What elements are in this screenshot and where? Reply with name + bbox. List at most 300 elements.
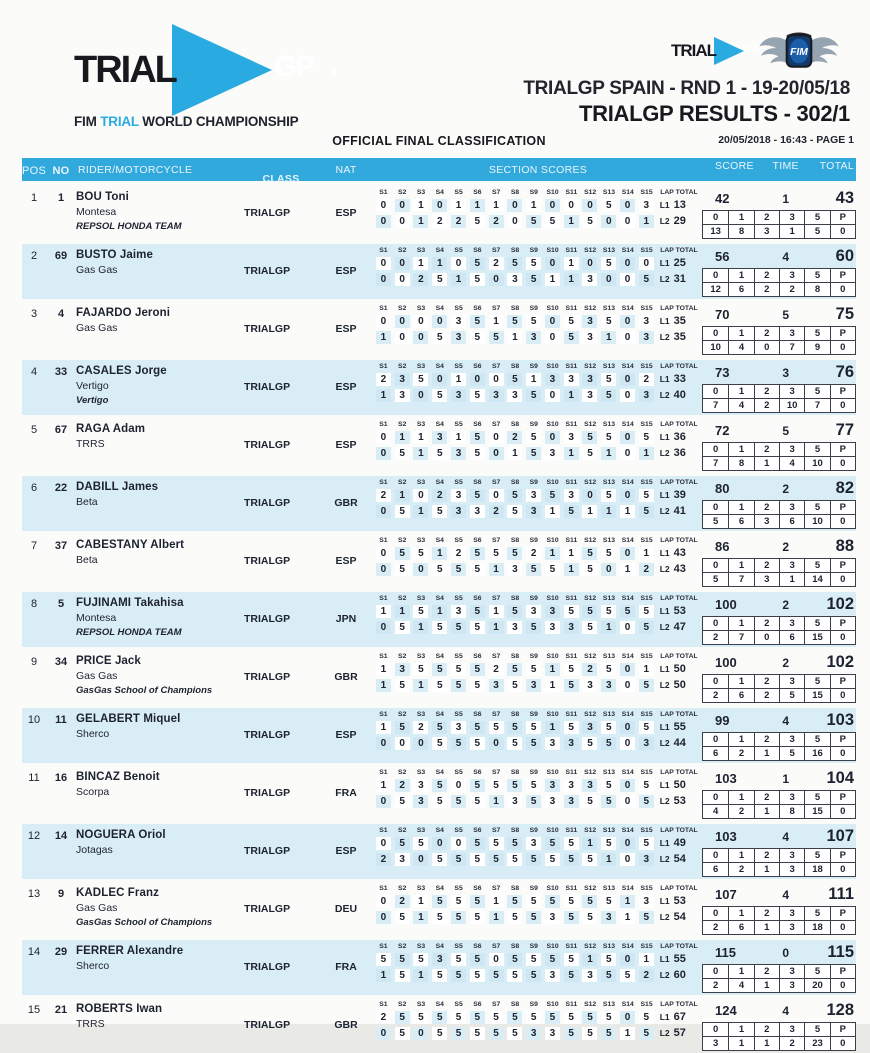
lap-score: 35: [673, 331, 686, 344]
section-header: S5: [454, 943, 463, 950]
lap-total-header: LAP TOTAL: [660, 1001, 698, 1008]
section-header: S7: [492, 885, 501, 892]
section-scores: [374, 943, 702, 995]
section-score: 1: [376, 605, 391, 619]
section-score: 0: [620, 795, 635, 809]
section-score: 5: [582, 1027, 597, 1041]
nationality: ESP: [335, 265, 357, 277]
svg-text:FIM: FIM: [790, 47, 808, 59]
section-score: 5: [470, 547, 485, 561]
penalty-count: 10: [779, 398, 804, 412]
section-score: 5: [601, 199, 616, 213]
section-header: S14: [621, 247, 634, 254]
section-score: 5: [432, 621, 447, 635]
section-header: S1: [379, 653, 388, 660]
penalty-count: 1: [754, 1036, 779, 1050]
section-header: S13: [602, 247, 615, 254]
section-scores: [374, 769, 702, 821]
lap-total: [656, 447, 702, 461]
lap-label: L1: [659, 548, 670, 559]
section-score: 5: [601, 489, 616, 503]
section-header: S12: [584, 479, 597, 486]
section-header-row: [374, 943, 702, 950]
section-score: 5: [470, 447, 485, 461]
section-header: S8: [510, 1001, 520, 1008]
section-header: S9: [529, 943, 538, 950]
score-summary: [702, 247, 856, 299]
section-score: 0: [620, 431, 635, 445]
penalty-header: 1: [728, 211, 753, 224]
motorcycle: Beta: [76, 496, 98, 508]
score-line: [702, 421, 856, 440]
section-header: S8: [510, 885, 520, 892]
section-header: S6: [473, 943, 482, 950]
section-header: S8: [510, 247, 520, 254]
penalty-table: [702, 268, 856, 297]
section-score: 3: [526, 1027, 541, 1041]
section-header: S3: [416, 885, 426, 892]
section-header: S12: [584, 421, 597, 428]
section-score: 5: [545, 489, 560, 503]
section-score: 1: [582, 505, 597, 519]
section-scores: [374, 305, 702, 357]
section-header: S14: [621, 363, 634, 370]
lap-total: [656, 969, 702, 983]
penalty-header: 0: [713, 734, 719, 745]
section-score: 5: [601, 373, 616, 387]
total-value: 103: [826, 711, 854, 729]
section-score: 3: [564, 779, 579, 793]
motorcycle: TRRS: [76, 438, 105, 450]
position: 6: [30, 482, 38, 494]
section-score: 0: [376, 795, 391, 809]
class: TRIALGP: [244, 439, 291, 451]
section-score: 3: [545, 969, 560, 983]
section-score: 0: [432, 315, 447, 329]
score-value: 70: [715, 307, 730, 322]
score-value: 124: [715, 1003, 737, 1018]
lap1-scores: [374, 953, 702, 967]
rider-info: [76, 885, 238, 937]
section-score: 5: [507, 679, 522, 693]
section-header: S9: [529, 247, 538, 254]
class: TRIALGP: [244, 381, 291, 393]
section-header: S15: [640, 305, 653, 312]
penalty-count: 1: [779, 224, 804, 238]
penalty-header: P: [830, 269, 855, 282]
section-header: S8: [510, 827, 520, 834]
section-header: S5: [454, 653, 463, 660]
position: 9: [30, 656, 38, 668]
rider-number: 29: [54, 946, 68, 958]
penalty-count: 0: [830, 688, 855, 702]
section-score: 5: [582, 1011, 597, 1025]
section-score: 1: [564, 389, 579, 403]
lap-total: [656, 273, 702, 287]
section-header: S5: [454, 189, 463, 196]
section-header: S7: [492, 363, 501, 370]
motorcycle: Sherco: [76, 728, 110, 740]
section-score: 3: [489, 679, 504, 693]
penalty-header: 3: [779, 443, 804, 456]
rider-info: [76, 595, 238, 647]
section-score: 0: [489, 447, 504, 461]
section-header: S2: [398, 595, 407, 602]
section-header: S9: [529, 711, 538, 718]
section-header: S3: [416, 305, 426, 312]
section-header: S3: [416, 769, 426, 776]
section-header: S10: [546, 479, 559, 486]
penalty-table: [702, 442, 856, 471]
section-score: 1: [432, 547, 447, 561]
penalty-count: 0: [830, 630, 855, 644]
penalty-count: 20: [804, 978, 829, 992]
section-score: 5: [470, 431, 485, 445]
section-header: S7: [492, 653, 501, 660]
section-score: 5: [507, 257, 522, 271]
section-score: 5: [601, 389, 616, 403]
section-score: 0: [376, 563, 391, 577]
penalty-header: 1: [728, 733, 753, 746]
section-score: 5: [526, 389, 541, 403]
section-score: 3: [545, 1027, 560, 1041]
section-scores: [374, 247, 702, 299]
rider-name: DABILL James: [76, 481, 159, 493]
section-score: 5: [601, 605, 616, 619]
section-score: 1: [507, 447, 522, 461]
section-score: 5: [413, 663, 428, 677]
penalty-count: 5: [703, 572, 728, 586]
rider-number: 1: [57, 192, 65, 204]
lap-score: 49: [673, 837, 686, 850]
penalty-count: 2: [703, 920, 728, 934]
rider-info: [76, 305, 238, 357]
total-value: 115: [827, 943, 854, 961]
nationality: ESP: [335, 381, 357, 393]
penalty-table: [702, 790, 856, 819]
section-score: 5: [545, 895, 560, 909]
section-score: 5: [526, 257, 541, 271]
section-score: 5: [395, 563, 410, 577]
lap-score: 31: [673, 273, 686, 286]
penalty-header: 0: [713, 792, 719, 803]
section-header: S4: [435, 305, 444, 312]
section-score: 0: [376, 257, 391, 271]
section-header: S13: [602, 595, 615, 602]
section-score: 1: [451, 373, 466, 387]
lap-score: 60: [673, 969, 686, 982]
section-header: S6: [473, 885, 482, 892]
section-score: 0: [620, 853, 635, 867]
section-header: S14: [621, 537, 634, 544]
section-score: 3: [564, 373, 579, 387]
section-header-row: [374, 769, 702, 776]
section-score: 3: [639, 315, 654, 329]
section-score: 1: [413, 257, 428, 271]
section-header: S10: [546, 363, 559, 370]
section-score: 5: [432, 895, 447, 909]
penalty-table: [702, 1022, 856, 1051]
section-header: S15: [640, 247, 653, 254]
lap-total: [656, 315, 702, 329]
section-header: S13: [602, 711, 615, 718]
time-value: 5: [782, 424, 790, 438]
penalty-count: 0: [830, 340, 855, 354]
penalty-count: 6: [703, 746, 728, 760]
section-score: 5: [489, 779, 504, 793]
section-score: 5: [526, 953, 541, 967]
lap-total: [656, 663, 702, 677]
section-header: S15: [640, 595, 653, 602]
section-score: 0: [376, 547, 391, 561]
penalty-header: 2: [754, 907, 779, 920]
section-score: 5: [564, 721, 579, 735]
penalty-header: 0: [713, 502, 719, 513]
lap1-scores: [374, 1011, 702, 1025]
rider-name: RAGA Adam: [76, 423, 146, 435]
section-score: 5: [526, 447, 541, 461]
section-score: 5: [470, 721, 485, 735]
section-score: 0: [376, 431, 391, 445]
section-header: S11: [565, 827, 578, 834]
penalty-count: 18: [804, 862, 829, 876]
score-value: 103: [715, 829, 737, 844]
section-score: 1: [639, 447, 654, 461]
section-score: 3: [545, 795, 560, 809]
section-score: 5: [620, 605, 635, 619]
section-score: 2: [489, 215, 504, 229]
score-value: 100: [715, 597, 737, 612]
section-score: 1: [601, 505, 616, 519]
section-score: 1: [413, 679, 428, 693]
section-score: 2: [639, 373, 654, 387]
section-score: 5: [582, 911, 597, 925]
penalty-header: 3: [779, 385, 804, 398]
section-score: 2: [526, 547, 541, 561]
section-score: 0: [413, 1027, 428, 1041]
motorcycle: Sherco: [76, 960, 110, 972]
section-scores: [374, 1001, 702, 1053]
class: TRIALGP: [244, 845, 291, 857]
rider-number: 67: [54, 424, 68, 436]
section-score: 5: [526, 621, 541, 635]
section-header: S1: [379, 595, 388, 602]
section-score: 3: [507, 389, 522, 403]
section-score: 1: [413, 447, 428, 461]
section-header: S1: [379, 421, 388, 428]
section-score: 5: [582, 853, 597, 867]
section-score: 5: [601, 969, 616, 983]
section-header: S8: [510, 421, 520, 428]
section-score: 5: [507, 853, 522, 867]
event-header: [523, 24, 856, 134]
section-header: S12: [584, 943, 597, 950]
section-header: S10: [546, 827, 559, 834]
lap-total-header: LAP TOTAL: [660, 653, 698, 660]
section-scores: [374, 653, 702, 705]
nationality: ESP: [335, 729, 357, 741]
section-header: S2: [398, 479, 407, 486]
section-score: 5: [507, 315, 522, 329]
col-no: NO: [52, 165, 70, 177]
section-header: S15: [640, 537, 653, 544]
section-score: 1: [639, 953, 654, 967]
nationality: JPN: [335, 613, 357, 625]
total-value: 76: [835, 363, 854, 381]
section-score: 5: [489, 969, 504, 983]
total-value: 104: [826, 769, 854, 787]
section-header: S13: [602, 421, 615, 428]
section-score: 1: [395, 489, 410, 503]
penalty-count: 1: [754, 978, 779, 992]
section-header: S4: [435, 595, 444, 602]
penalty-header: 0: [713, 212, 719, 223]
penalty-count: 2: [728, 804, 753, 818]
section-score: 3: [395, 389, 410, 403]
section-score: 3: [489, 389, 504, 403]
penalty-header: 0: [713, 444, 719, 455]
section-score: 5: [564, 911, 579, 925]
time-value: 1: [782, 192, 790, 206]
section-score: 0: [489, 431, 504, 445]
penalty-header: P: [830, 617, 855, 630]
section-header: S12: [584, 189, 597, 196]
col-nat: NAT: [335, 163, 357, 176]
tagline-trial: TRIAL: [100, 114, 139, 129]
section-score: 5: [507, 969, 522, 983]
class: TRIALGP: [244, 207, 291, 219]
motorcycle: Scorpa: [76, 786, 110, 798]
lap-total: [656, 215, 702, 229]
section-header: S15: [640, 769, 653, 776]
penalty-count: 2: [779, 282, 804, 296]
section-header: S15: [640, 1001, 653, 1008]
section-score: 5: [432, 447, 447, 461]
section-score: 1: [620, 505, 635, 519]
section-score: 5: [451, 969, 466, 983]
section-header: S2: [398, 363, 407, 370]
rider-number: 69: [54, 250, 68, 262]
section-score: 5: [639, 721, 654, 735]
lap-score: 13: [673, 199, 686, 212]
lap-score: 54: [673, 853, 686, 866]
section-header: S4: [435, 189, 444, 196]
score-summary: [702, 827, 856, 879]
section-score: 5: [620, 969, 635, 983]
score-value: 72: [715, 423, 730, 438]
section-score: 5: [395, 547, 410, 561]
section-score: 5: [395, 447, 410, 461]
section-score: 3: [639, 331, 654, 345]
section-score: 1: [620, 563, 635, 577]
section-score: 3: [639, 853, 654, 867]
section-score: 5: [526, 273, 541, 287]
penalty-count: 2: [703, 688, 728, 702]
penalty-count: 6: [728, 514, 753, 528]
lap2-scores: [374, 621, 702, 635]
section-score: 1: [451, 199, 466, 213]
section-score: 5: [582, 563, 597, 577]
section-header: S2: [398, 711, 407, 718]
penalty-count: 2: [703, 630, 728, 644]
position: 5: [30, 424, 38, 436]
section-score: 5: [526, 795, 541, 809]
section-score: 5: [582, 431, 597, 445]
section-header: S15: [640, 189, 653, 196]
penalty-header: 2: [754, 849, 779, 862]
section-score: 0: [620, 331, 635, 345]
section-score: 0: [620, 953, 635, 967]
lap-total-header: LAP TOTAL: [660, 769, 698, 776]
rider-name: GELABERT Miquel: [76, 713, 181, 725]
penalty-table: [702, 674, 856, 703]
section-header: S12: [584, 711, 597, 718]
section-score: 5: [507, 737, 522, 751]
section-header: S2: [398, 769, 407, 776]
penalty-count: 0: [830, 804, 855, 818]
penalty-count: 6: [703, 862, 728, 876]
lap-total: [656, 1011, 702, 1025]
rider-info: [76, 711, 238, 763]
lap-total: [656, 679, 702, 693]
section-score: 3: [545, 911, 560, 925]
penalty-count: 6: [728, 920, 753, 934]
lap-score: 36: [673, 431, 686, 444]
section-score: 0: [451, 779, 466, 793]
penalty-count: 2: [779, 1036, 804, 1050]
section-score: 0: [620, 663, 635, 677]
section-score: 5: [507, 547, 522, 561]
section-score: 5: [413, 837, 428, 851]
section-header: S6: [473, 653, 482, 660]
time-value: 4: [782, 250, 790, 264]
section-header: S14: [621, 595, 634, 602]
section-score: 0: [376, 447, 391, 461]
section-header: S8: [510, 711, 520, 718]
lap-total: [656, 837, 702, 851]
section-score: 1: [489, 315, 504, 329]
section-score: 3: [526, 505, 541, 519]
section-score: 5: [451, 1027, 466, 1041]
section-score: 3: [564, 621, 579, 635]
section-header: S11: [565, 189, 578, 196]
lap-label: L2: [659, 796, 670, 807]
section-header: S6: [473, 1001, 482, 1008]
section-score: 0: [620, 679, 635, 693]
section-scores: [374, 421, 702, 473]
section-score: 0: [395, 215, 410, 229]
section-header: S6: [473, 711, 482, 718]
position: 10: [27, 714, 41, 726]
section-score: 1: [507, 331, 522, 345]
class: TRIALGP: [244, 1019, 291, 1031]
section-score: 5: [526, 315, 541, 329]
section-score: 5: [601, 315, 616, 329]
penalty-count: 16: [804, 746, 829, 760]
table-row: [22, 302, 856, 357]
rider-info: [76, 653, 238, 705]
lap2-scores: [374, 795, 702, 809]
class: TRIALGP: [244, 497, 291, 509]
lap-label: L2: [659, 216, 670, 227]
penalty-header: 5: [804, 327, 829, 340]
penalty-count: 0: [754, 340, 779, 354]
section-header: S5: [454, 711, 463, 718]
section-header: S12: [584, 827, 597, 834]
section-score: 1: [545, 547, 560, 561]
score-line: [702, 247, 856, 266]
penalty-header: 1: [728, 1023, 753, 1036]
